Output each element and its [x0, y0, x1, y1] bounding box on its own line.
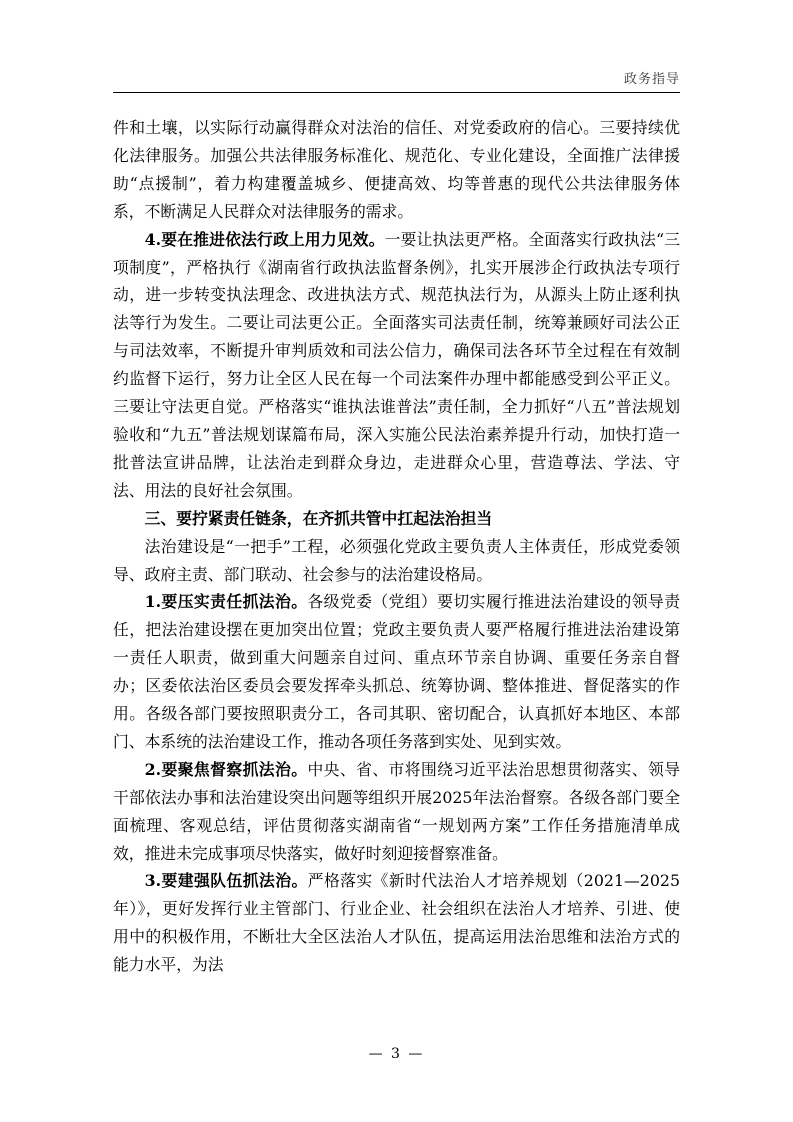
- paragraph-lead: 1.要压实责任抓法治。: [144, 592, 308, 612]
- running-header: 政务指导: [623, 72, 680, 87]
- header-rule: [113, 92, 680, 93]
- paragraph: [113, 756, 680, 868]
- paragraph-text: 中央、省、市将围绕习近平法治思想贯彻落实、领导干部依法办事和法治建设突出问题等组织开展2025年法治督察。各级各部门要全面梳理、客观总结，评估贯彻落实湖南省“一规划两方案”工作任务措施清单成效，推进未完成事项尽快落实，做好时刻迎接督察准备。: [113, 759, 680, 863]
- section-heading-text: 三、要拧紧责任链条，在齐抓共管中扛起法治担当: [144, 508, 493, 528]
- page-number: — 3 —: [368, 1046, 425, 1062]
- paragraph-text: 一要让执法更严格。全面落实行政执法“三项制度”，严格执行《湖南省行政执法监督条例》，扎实开展涉企行政执法专项行动，进一步转变执法理念、改进执法方式、规范执法行为，从源头上防止逐利执法等行为发生。二要让司法更公正。全面落实司法责任制，统筹兼顾好司法公正与司法效率，不断提升审判质效和司法公信力，确保司法各环节全过程在有效制约监督下运行，努力让全区人民在每一个司法案件办理中都能感受到公平正义。三要让守法更自觉。严格落实“谁执法谁普法”责任制，全力抓好“八五”普法规划验收和“九五”普法规划谋篇布局，深入实施公民法治素养提升行动，加快打造一批普法宣讲品牌，让法治走到群众身边，走进群众心里，营造尊法、学法、守法、用法的良好社会氛围。: [113, 229, 680, 500]
- section-heading: [113, 505, 680, 533]
- paragraph-text: 严格落实《新时代法治人才培养规划（2021—2025年）》，更好发挥行业主管部门、行业企业、社会组织在法治人才培养、引进、使用中的积极作用，不断壮大全区法治人才队伍，提高运用法治思维和法治方式的能力水平，为法: [113, 871, 680, 975]
- paragraph: [113, 588, 680, 755]
- paragraph: 件和土壤，以实际行动赢得群众对法治的信任、对党委政府的信心。三要持续优化法律服务。加强公共法律服务标准化、规范化、专业化建设，全面推广法律援助“点援制”，着力构建覆盖城乡、便捷高效、均等普惠的现代公共法律服务体系，不断满足人民群众对法律服务的需求。: [113, 118, 680, 221]
- paragraph-text: 各级党委（党组）要切实履行推进法治建设的领导责任，把法治建设摆在更加突出位置；党政主要负责人要严格履行推进法治建设第一责任人职责，做到重大问题亲自过问、重点环节亲自协调、重要任务亲自督办；区委依法治区委员会要发挥牵头抓总、统筹协调、整体推进、督促落实的作用。各级各部门要按照职责分工，各司其职、密切配合，认真抓好本地区、本部门、本系统的法治建设工作，推动各项任务落到实处、见到实效。: [113, 592, 680, 751]
- paragraph-lead: 2.要聚焦督察抓法治。: [144, 759, 308, 779]
- paragraph-lead: 3.要建强队伍抓法治。: [144, 871, 308, 891]
- paragraph-lead: 4.要在推进依法行政上用力见效。: [144, 229, 385, 249]
- paragraph: 法治建设是“一把手”工程，必须强化党政主要负责人主体责任，形成党委领导、政府主责、部门联动、社会参与的法治建设格局。: [113, 536, 680, 584]
- document-body: [113, 114, 680, 979]
- paragraph: [113, 226, 680, 505]
- paragraph: [113, 867, 680, 979]
